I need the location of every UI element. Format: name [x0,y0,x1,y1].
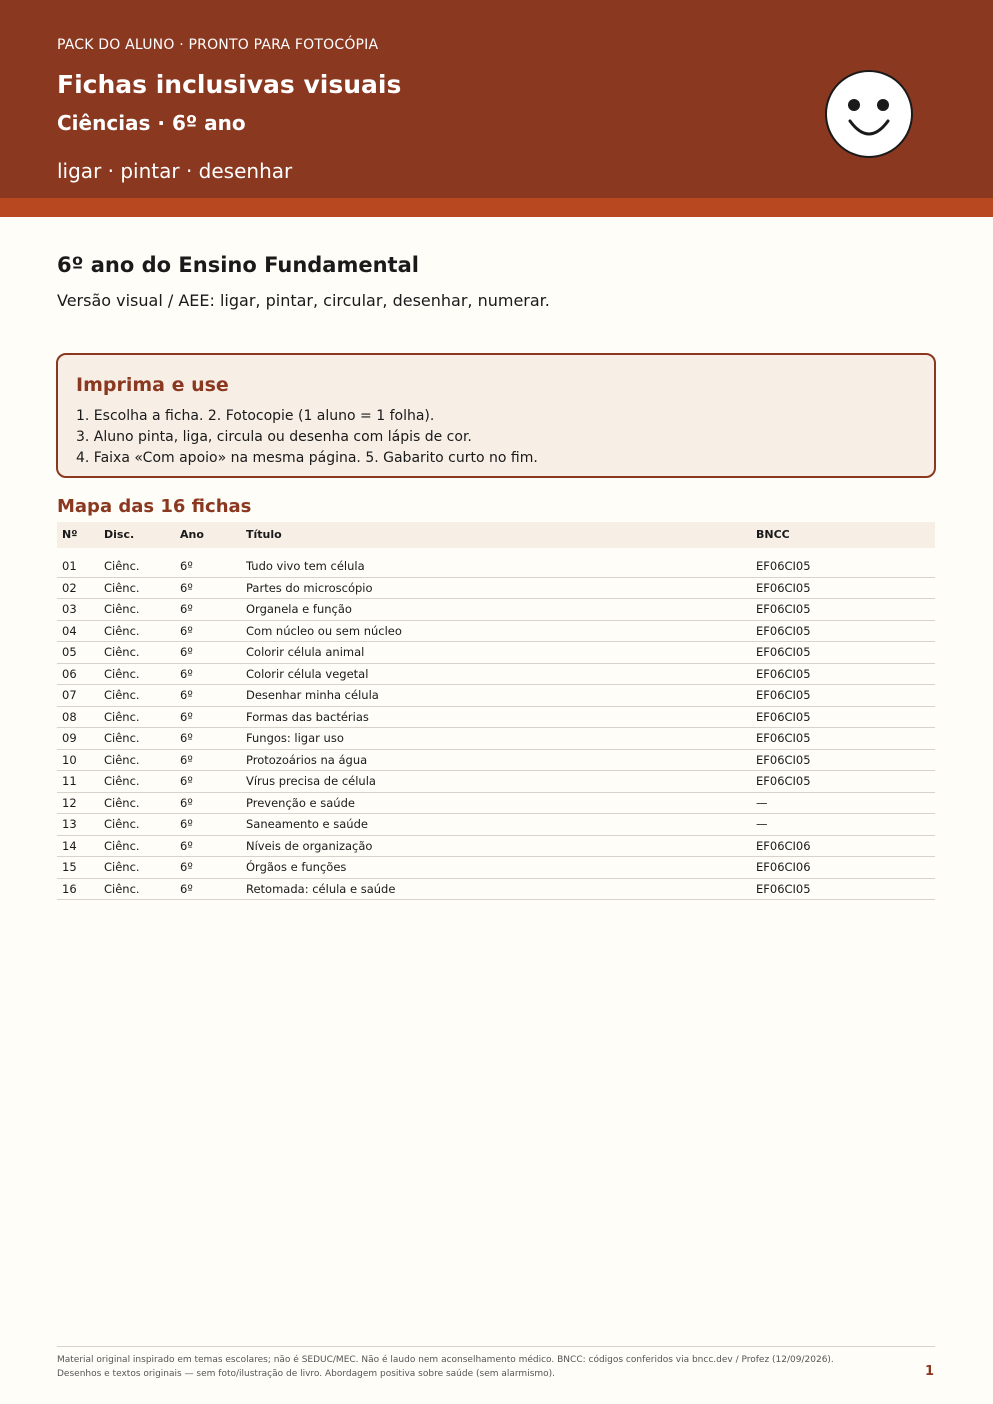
document-title: Fichas inclusivas visuais [57,70,402,99]
table-row [57,578,935,600]
row-discipline: Ciênc. [104,559,140,573]
row-number: 11 [62,774,77,788]
row-discipline: Ciênc. [104,580,140,595]
table-row [57,771,935,793]
table-row [57,707,935,729]
row-number: 02 [62,580,77,595]
row-title: Níveis de organização [246,838,373,853]
row-number: 04 [62,623,77,638]
instructions-line: 3. Aluno pinta, liga, circula ou desenha com lápis de cor. [76,429,472,445]
table-row [57,814,935,836]
row-year: 6º [180,559,193,573]
row-bncc: EF06CI05 [756,752,811,767]
row-title: Protozoários na água [246,752,368,767]
row-title: Com núcleo ou sem núcleo [246,623,402,638]
row-number: 03 [62,602,77,616]
row-title: Desenhar minha célula [246,688,379,702]
row-number: 15 [62,860,77,874]
table-row [57,556,935,578]
row-discipline: Ciênc. [104,688,140,702]
row-discipline: Ciênc. [104,860,140,874]
row-title: Formas das bactérias [246,709,369,724]
row-bncc: EF06CI05 [756,881,811,896]
table-row [57,642,935,664]
row-title: Vírus precisa de célula [246,774,376,788]
instructions-box [56,353,936,478]
row-number: 05 [62,645,77,659]
document-subtitle: Ciências · 6º ano [57,111,246,135]
row-number: 12 [62,795,77,810]
header-eyebrow: PACK DO ALUNO · PRONTO PARA FOTOCÓPIA [57,37,379,53]
row-discipline: Ciênc. [104,817,140,831]
row-year: 6º [180,645,193,659]
row-title: Partes do microscópio [246,580,373,595]
row-year: 6º [180,709,193,724]
map-title: Mapa das 16 fichas [57,496,252,517]
row-discipline: Ciênc. [104,709,140,724]
header-discipline: Disc. [104,528,135,541]
row-discipline: Ciênc. [104,752,140,767]
table-body [57,556,935,900]
row-bncc: — [756,795,768,810]
row-discipline: Ciênc. [104,838,140,853]
row-title: Fungos: ligar uso [246,731,344,745]
row-number: 07 [62,688,77,702]
footer-divider [57,1346,935,1347]
row-discipline: Ciênc. [104,645,140,659]
row-discipline: Ciênc. [104,602,140,616]
row-discipline: Ciênc. [104,881,140,896]
page-header [0,0,993,198]
row-year: 6º [180,817,193,831]
table-row [57,685,935,707]
row-bncc: EF06CI05 [756,602,811,616]
table-header [57,522,935,548]
page-number: 1 [925,1364,935,1379]
row-year: 6º [180,795,193,810]
table-row [57,857,935,879]
row-year: 6º [180,623,193,638]
row-discipline: Ciênc. [104,795,140,810]
intro-description: Versão visual / AEE: ligar, pintar, circular, desenhar, numerar. [57,291,550,310]
header-year: Ano [180,528,204,541]
row-discipline: Ciênc. [104,623,140,638]
row-year: 6º [180,860,193,874]
header-title: Título [246,528,282,541]
row-bncc: EF06CI05 [756,559,811,573]
header-accent-strip [0,198,993,217]
row-title: Órgãos e funções [246,860,347,874]
table-row [57,750,935,772]
row-discipline: Ciênc. [104,731,140,745]
table-row [57,879,935,901]
row-year: 6º [180,688,193,702]
instructions-line: 1. Escolha a ficha. 2. Fotocopie (1 aluno = 1 folha). [76,408,435,424]
row-number: 09 [62,731,77,745]
row-bncc: EF06CI05 [756,623,811,638]
row-number: 06 [62,666,77,681]
table-row [57,664,935,686]
row-discipline: Ciênc. [104,666,140,681]
row-number: 13 [62,817,77,831]
row-bncc: EF06CI06 [756,860,811,874]
row-bncc: EF06CI06 [756,838,811,853]
row-year: 6º [180,666,193,681]
instructions-title: Imprima e use [76,374,229,396]
table-row [57,621,935,643]
table-row [57,836,935,858]
intro-title: 6º ano do Ensino Fundamental [57,253,419,277]
row-bncc: EF06CI05 [756,645,811,659]
header-number: Nº [62,528,78,541]
instructions-line: 4. Faixa «Com apoio» na mesma página. 5. Gabarito curto no fim. [76,450,538,466]
row-title: Prevenção e saúde [246,795,355,810]
row-bncc: — [756,817,768,831]
row-number: 10 [62,752,77,767]
row-title: Retomada: célula e saúde [246,881,396,896]
row-year: 6º [180,881,193,896]
row-year: 6º [180,602,193,616]
row-number: 08 [62,709,77,724]
row-number: 14 [62,838,77,853]
row-bncc: EF06CI05 [756,688,811,702]
smiley-face-icon [824,69,914,159]
row-bncc: EF06CI05 [756,731,811,745]
worksheet-table [57,522,935,900]
header-tagline: ligar · pintar · desenhar [57,159,293,183]
row-number: 01 [62,559,77,573]
table-row [57,599,935,621]
row-year: 6º [180,752,193,767]
footer-note: Desenhos e textos originais — sem foto/ilustração de livro. Abordagem positiva sobre saúde (sem alarmismo). [57,1369,556,1379]
row-year: 6º [180,838,193,853]
row-discipline: Ciênc. [104,774,140,788]
row-bncc: EF06CI05 [756,666,811,681]
row-year: 6º [180,580,193,595]
footer-note: Material original inspirado em temas escolares; não é SEDUC/MEC. Não é laudo nem aconselhamento médico. BNCC: códigos conferidos via bncc.dev / Profez (12/09/2026). [57,1355,834,1365]
row-bncc: EF06CI05 [756,580,811,595]
row-title: Saneamento e saúde [246,817,368,831]
row-bncc: EF06CI05 [756,774,811,788]
header-bncc: BNCC [756,528,790,541]
table-row [57,793,935,815]
table-row [57,728,935,750]
row-bncc: EF06CI05 [756,709,811,724]
row-title: Colorir célula vegetal [246,666,369,681]
row-title: Colorir célula animal [246,645,365,659]
row-year: 6º [180,774,193,788]
row-title: Organela e função [246,602,352,616]
row-number: 16 [62,881,77,896]
row-title: Tudo vivo tem célula [246,559,365,573]
row-year: 6º [180,731,193,745]
